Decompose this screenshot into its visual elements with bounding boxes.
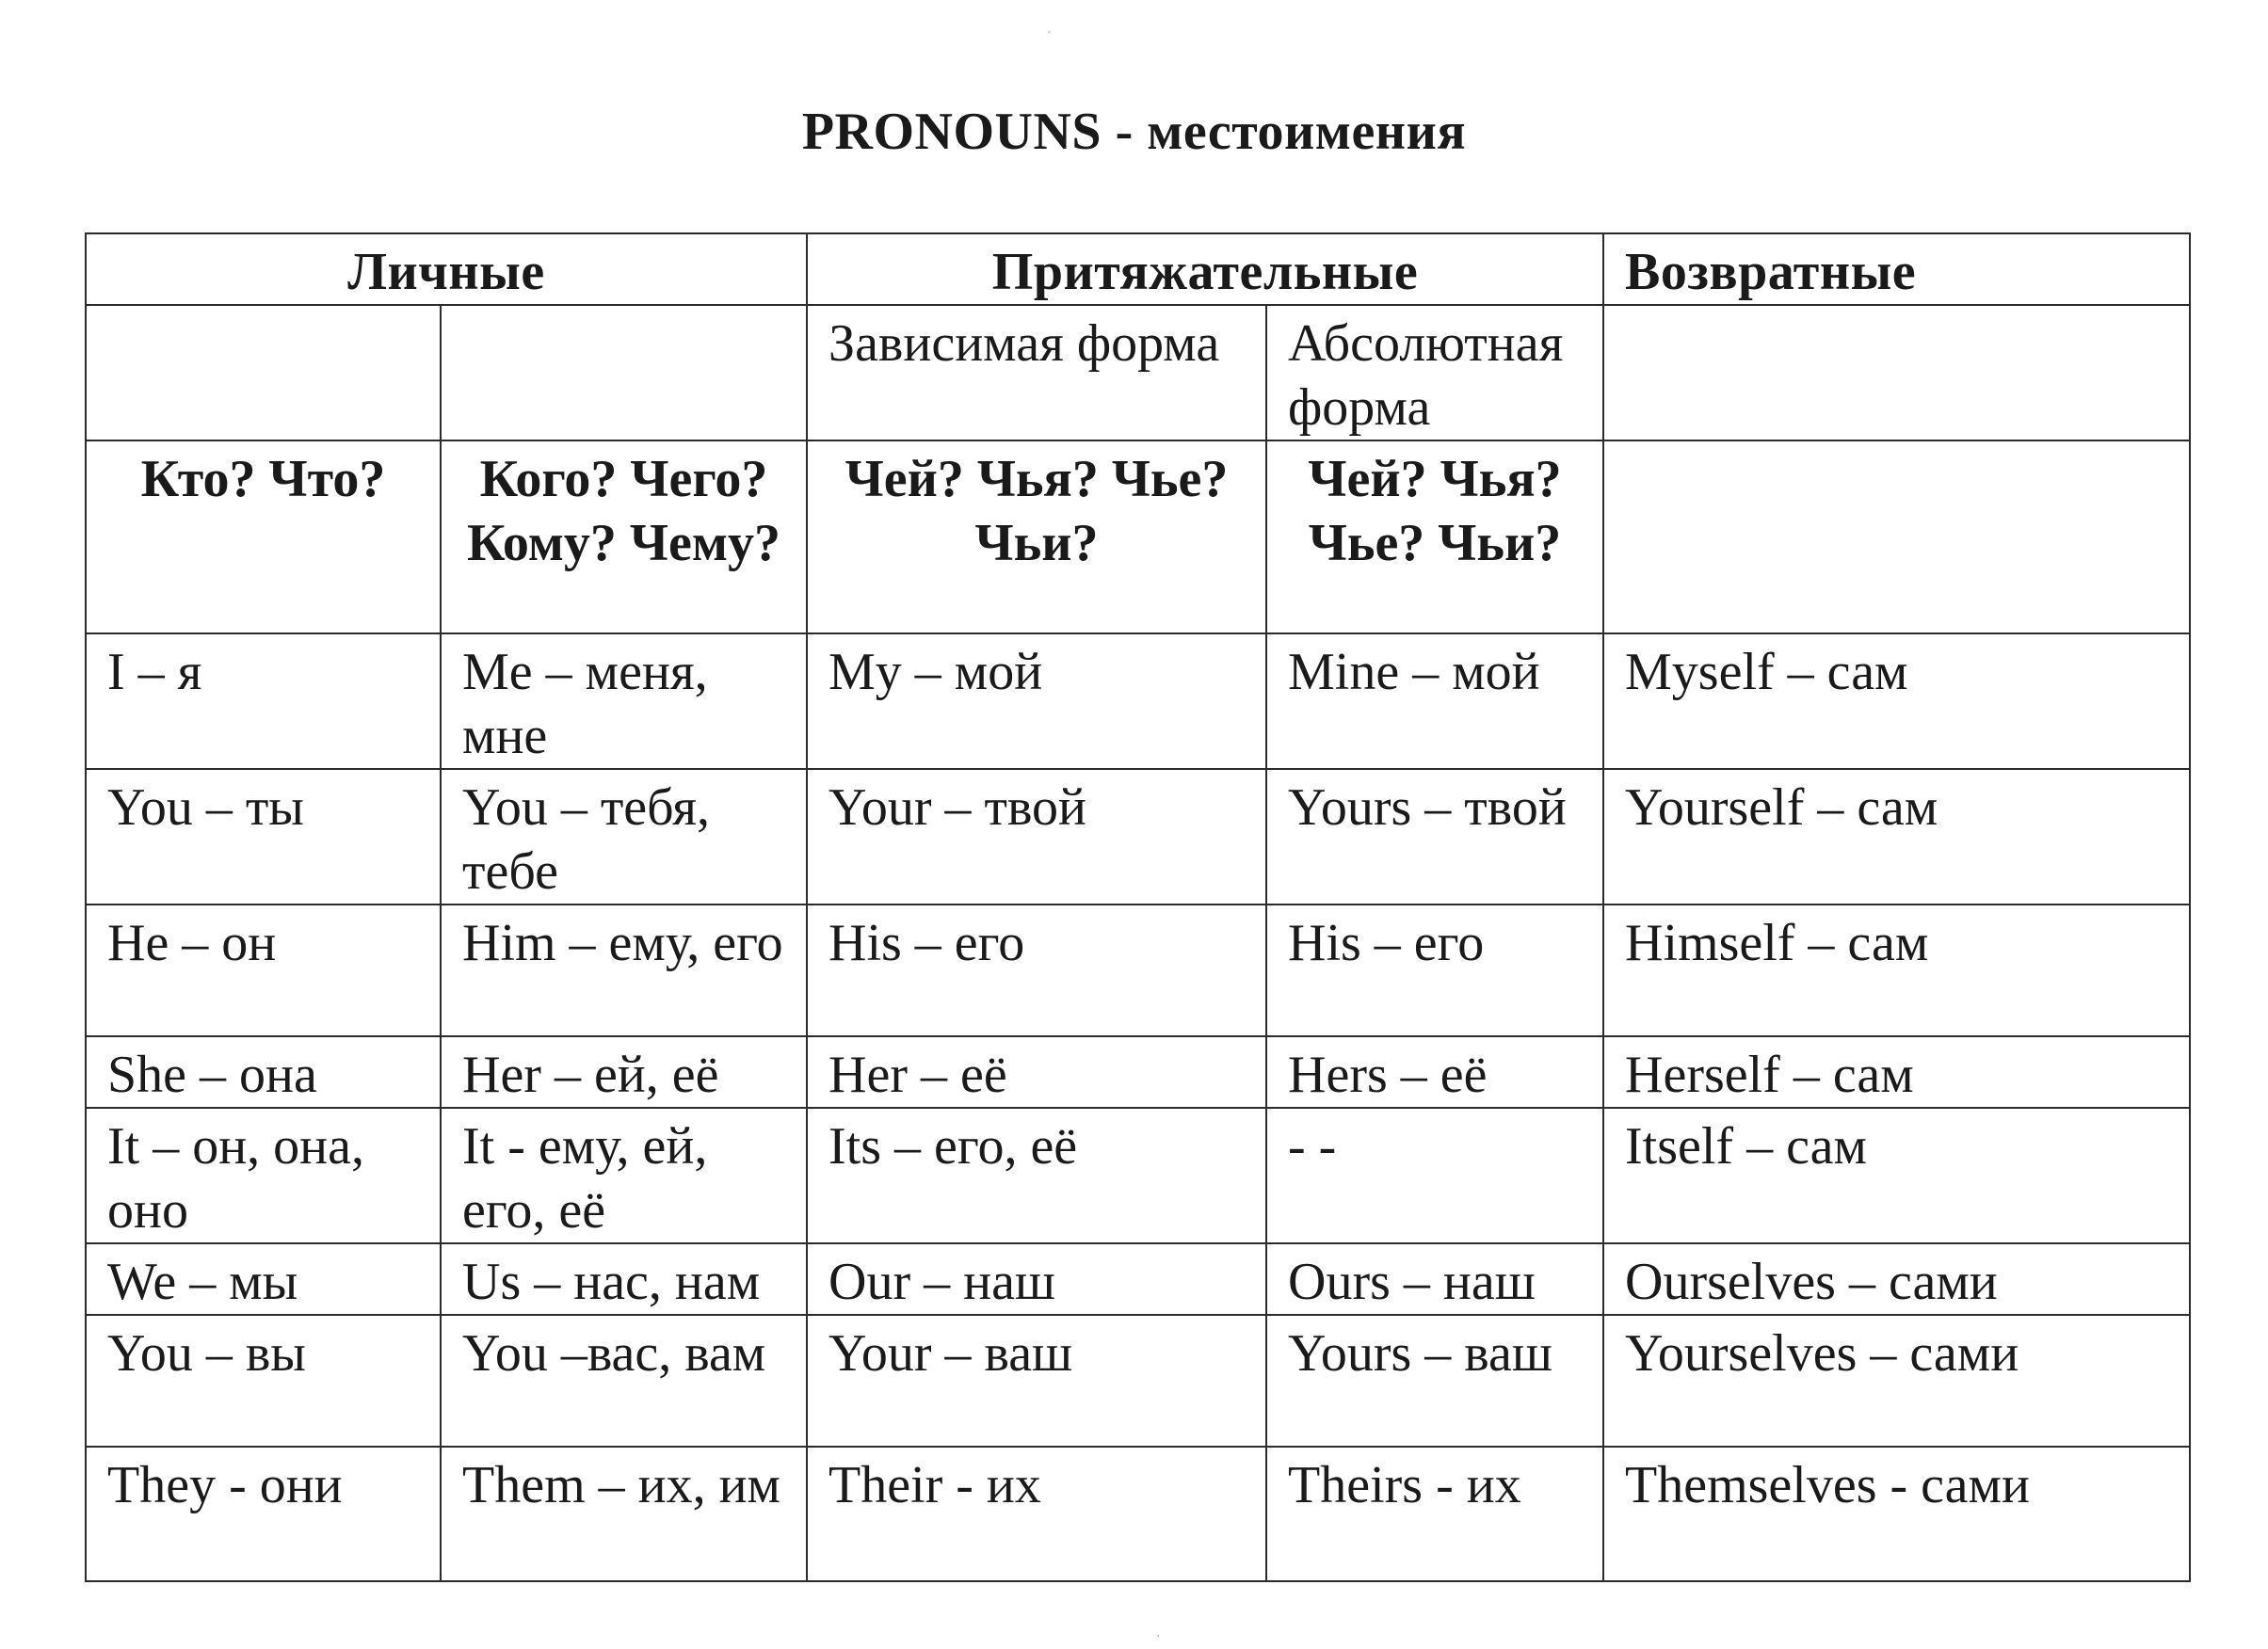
form-cell-empty: [86, 305, 441, 440]
table-row: [86, 1315, 2190, 1447]
form-cell-empty: [441, 305, 807, 440]
subject-pronoun: He – он: [86, 905, 441, 1036]
dependent-possessive: Your – ваш: [807, 1315, 1266, 1447]
subject-pronoun: They - они: [86, 1447, 441, 1581]
reflexive-pronoun: Himself – сам: [1603, 905, 2190, 1036]
header-personal: Личные: [86, 233, 807, 305]
absolute-possessive: Ours – наш: [1266, 1243, 1603, 1315]
reflexive-pronoun: Ourselves – сами: [1603, 1243, 2190, 1315]
object-pronoun: Them – их, им: [441, 1447, 807, 1581]
object-pronoun: Us – нас, нам: [441, 1243, 807, 1315]
absolute-possessive: - -: [1266, 1108, 1603, 1243]
object-pronoun: Me – меня, мне: [441, 633, 807, 769]
subject-pronoun: I – я: [86, 633, 441, 769]
form-row: [86, 305, 2190, 440]
form-dependent: Зависимая форма: [807, 305, 1266, 440]
reflexive-pronoun: Themselves - сами: [1603, 1447, 2190, 1581]
table-row: [86, 1108, 2190, 1243]
absolute-possessive: Yours – твой: [1266, 769, 1603, 905]
dependent-possessive: Its – его, её: [807, 1108, 1266, 1243]
reflexive-pronoun: Itself – сам: [1603, 1108, 2190, 1243]
absolute-possessive: Mine – мой: [1266, 633, 1603, 769]
object-pronoun: You – тебя, тебе: [441, 769, 807, 905]
page-title: PRONOUNS - местоимения: [801, 103, 1467, 161]
absolute-possessive: Yours – ваш: [1266, 1315, 1603, 1447]
object-pronoun: It - ему, ей, его, её: [441, 1108, 807, 1243]
subject-pronoun: She – она: [86, 1036, 441, 1108]
reflexive-pronoun: Yourself – сам: [1603, 769, 2190, 905]
absolute-possessive: Theirs - их: [1266, 1447, 1603, 1581]
dependent-possessive: Your – твой: [807, 769, 1266, 905]
question-absolute: Чей? Чья? Чье? Чьи?: [1266, 440, 1603, 633]
subject-pronoun: You – ты: [86, 769, 441, 905]
table-row: [86, 905, 2190, 1036]
question-row: [86, 440, 2190, 633]
pronouns-table: [85, 232, 2191, 1582]
scan-speck: ·: [1156, 1630, 1161, 1644]
absolute-possessive: His – его: [1266, 905, 1603, 1036]
subject-pronoun: We – мы: [86, 1243, 441, 1315]
header-reflexive: Возвратные: [1603, 233, 2190, 305]
reflexive-pronoun: Yourselves – сами: [1603, 1315, 2190, 1447]
subject-pronoun: It – он, она, оно: [86, 1108, 441, 1243]
reflexive-pronoun: Herself – сам: [1603, 1036, 2190, 1108]
object-pronoun: You –вас, вам: [441, 1315, 807, 1447]
object-pronoun: Her – ей, её: [441, 1036, 807, 1108]
dependent-possessive: Their - их: [807, 1447, 1266, 1581]
reflexive-pronoun: Myself – сам: [1603, 633, 2190, 769]
table-row: [86, 633, 2190, 769]
form-absolute: Абсолютная форма: [1266, 305, 1603, 440]
question-dependent: Чей? Чья? Чье? Чьи?: [807, 440, 1266, 633]
form-cell-empty: [1603, 305, 2190, 440]
group-header-row: [86, 233, 2190, 305]
question-object: Кого? Чего? Кому? Чему?: [441, 440, 807, 633]
table-row: [86, 1036, 2190, 1108]
absolute-possessive: Hers – её: [1266, 1036, 1603, 1108]
subject-pronoun: You – вы: [86, 1315, 441, 1447]
question-subject: Кто? Что?: [86, 440, 441, 633]
dependent-possessive: Her – её: [807, 1036, 1266, 1108]
scan-speck: ·: [1047, 26, 1052, 40]
dependent-possessive: His – его: [807, 905, 1266, 1036]
table-row: [86, 769, 2190, 905]
dependent-possessive: My – мой: [807, 633, 1266, 769]
table-row: [86, 1243, 2190, 1315]
table-row: [86, 1447, 2190, 1581]
question-cell-empty: [1603, 440, 2190, 633]
dependent-possessive: Our – наш: [807, 1243, 1266, 1315]
header-possessive: Притяжательные: [807, 233, 1603, 305]
object-pronoun: Him – ему, его: [441, 905, 807, 1036]
